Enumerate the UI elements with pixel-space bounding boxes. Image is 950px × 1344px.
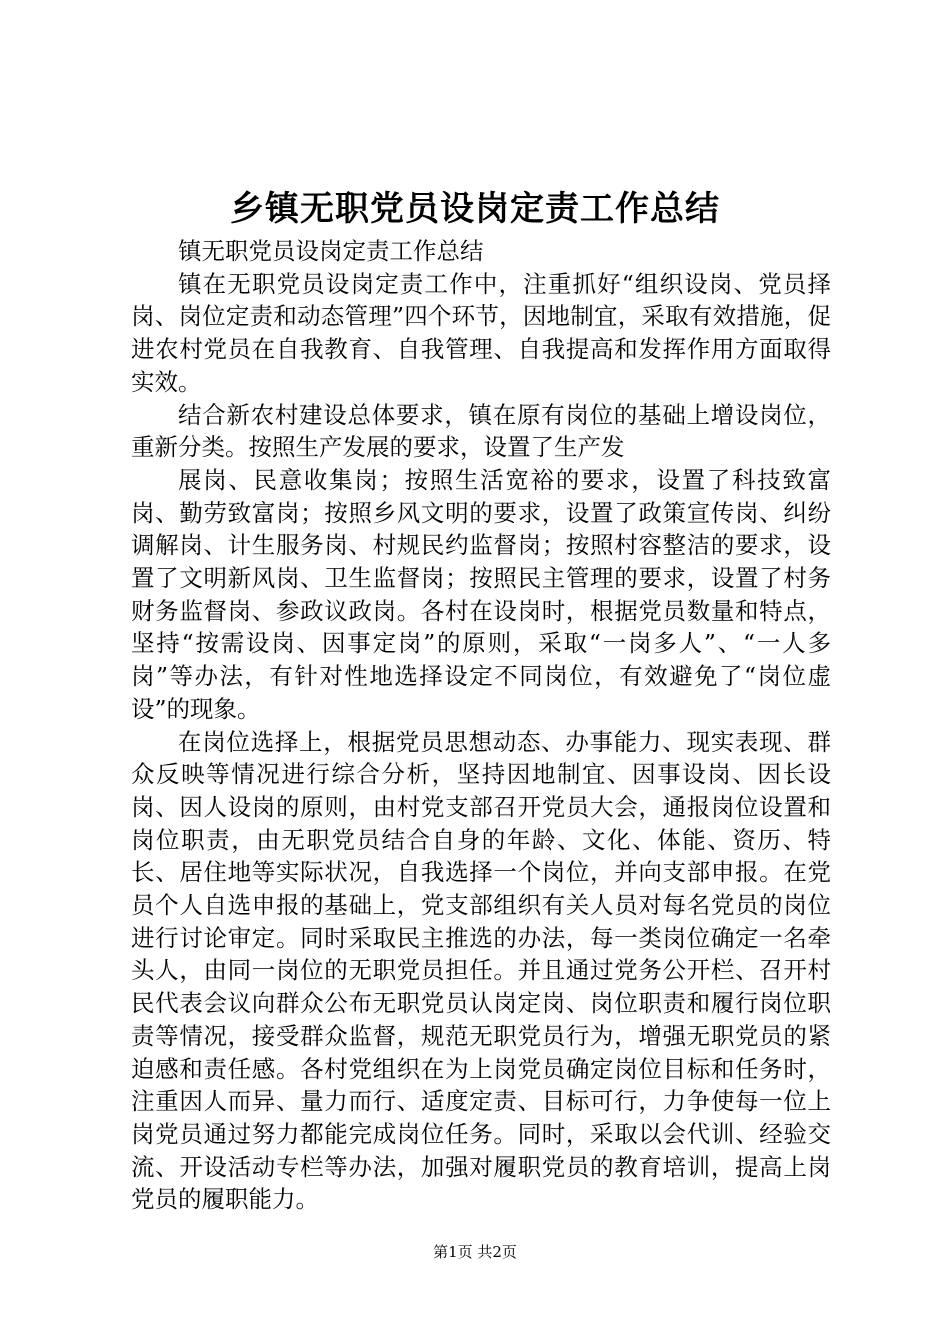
paragraph: 结合新农村建设总体要求，镇在原有岗位的基础上增设岗位，重新分类。按照生产发展的要求，设置了生产发	[131, 400, 831, 462]
page-number-footer: 第1页 共2页	[433, 1243, 517, 1261]
document-title: 乡镇无职党员设岗定责工作总结	[230, 189, 720, 229]
paragraph-subtitle: 镇无职党员设岗定责工作总结	[178, 237, 484, 265]
paragraph: 在岗位选择上，根据党员思想动态、办事能力、现实表现、群众反映等情况进行综合分析，坚持因地制宜、因事设岗、因长设岗、因人设岗的原则，由村党支部召开党员大会，通报岗位设置和岗位职责，由无职党员结合自身的年龄、文化、体能、资历、特长、居住地等实际状况，自我选择一个岗位，并向支部申报。在党员个人自选申报的基础上，党支部组织有关人员对每名党员的岗位进行讨论审定。同时采取民主推选的办法，每一类岗位确定一名牵头人，由同一岗位的无职党员担任。并且通过党务公开栏、召开村民代表会议向群众公布无职党员认岗定岗、岗位职责和履行岗位职责等情况，接受群众监督，规范无职党员行为，增强无职党员的紧迫感和责任感。各村党组织在为上岗党员确定岗位目标和任务时，注重因人而异、量力而行、适度定责、目标可行，力争使每一位上岗党员通过努力都能完成岗位任务。同时，采取以会代训、经验交流、开设活动专栏等办法，加强对履职党员的教育培训，提高上岗党员的履职能力。	[131, 727, 831, 1214]
paragraph: 展岗、民意收集岗；按照生活宽裕的要求，设置了科技致富岗、勤劳致富岗；按照乡风文明的要求，设置了政策宣传岗、纠纷调解岗、计生服务岗、村规民约监督岗；按照村容整洁的要求，设置了文明新风岗、卫生监督岗；按照民主管理的要求，设置了村务财务监督岗、参政议政岗。各村在设岗时，根据党员数量和特点，坚持“按需设岗、因事定岗”的原则，采取“一岗多人”、“一人多岗”等办法，有针对性地选择设定不同岗位，有效避免了“岗位虚设”的现象。	[131, 465, 831, 723]
paragraph: 镇在无职党员设岗定责工作中，注重抓好“组织设岗、党员择岗、岗位定责和动态管理”四个环节，因地制宜，采取有效措施，促进农村党员在自我教育、自我管理、自我提高和发挥作用方面取得实效。	[131, 269, 831, 396]
document-body	[131, 235, 831, 1216]
